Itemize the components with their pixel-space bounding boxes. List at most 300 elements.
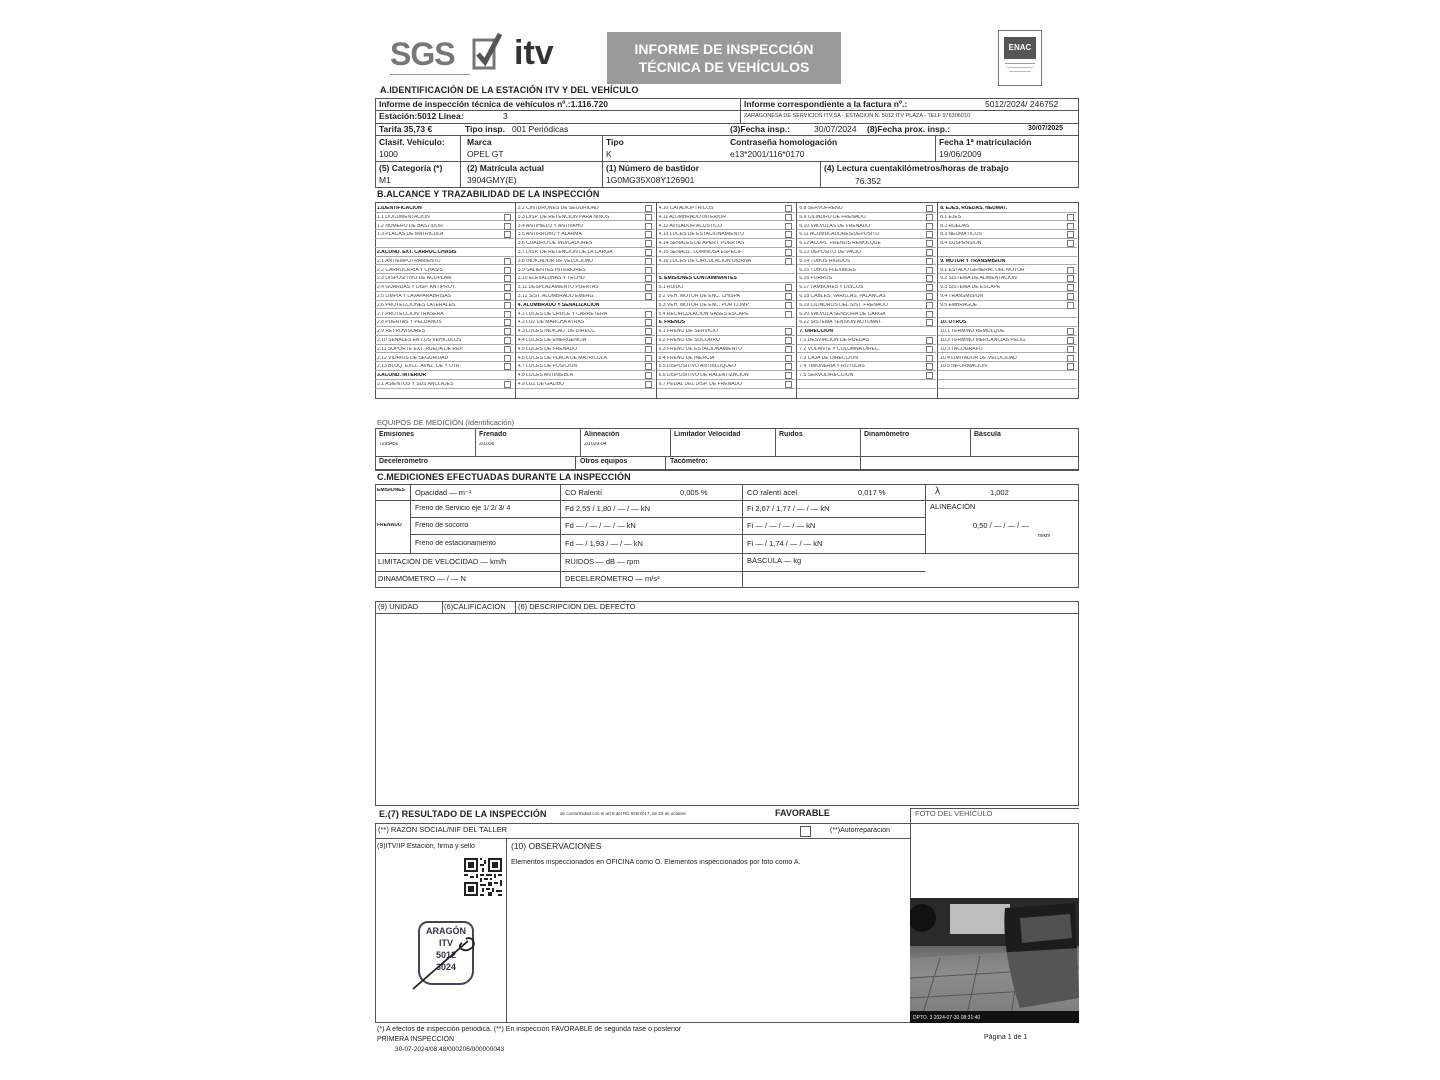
scope-item xyxy=(375,292,514,301)
scope-item-checkbox xyxy=(1067,355,1074,362)
scope-item xyxy=(797,310,936,319)
fd-parking-value: Fd — / 1,93 / — / — kN xyxy=(565,540,643,548)
title-line-2: TÉCNICA DE VEHÍCULOS xyxy=(638,59,810,75)
equipment-header: Limitador Velocidad xyxy=(674,431,741,438)
scope-column-divider xyxy=(937,202,938,398)
workshop-label: (**) RAZÓN SOCIAL/NIF DEL TALLER xyxy=(378,826,508,834)
stamp-text-itv: ITV xyxy=(438,938,453,948)
scope-item-checkbox xyxy=(504,319,511,326)
scope-item-checkbox xyxy=(1067,214,1074,221)
scope-item-label: 6.4 FRENO DE INERCIA xyxy=(658,355,715,361)
scope-item-checkbox xyxy=(926,355,933,362)
equipment-header: Emisiones xyxy=(379,431,415,438)
scope-item-label: 6.11 ACUMULADORES/DEPÓSITO xyxy=(799,232,880,238)
scope-item-label: 3.ACOND. INTERIOR xyxy=(377,373,427,379)
scope-item xyxy=(375,301,514,310)
scope-item-label: 6.2 FRENO DE SOCORRO xyxy=(658,338,720,343)
equipment-divider xyxy=(860,428,861,456)
report-title-banner xyxy=(607,32,841,84)
scope-item-checkbox xyxy=(1067,275,1074,282)
equipment-divider xyxy=(775,428,776,456)
scope-item-label: 6.14 TUBOS RÍGIDOS xyxy=(799,258,851,264)
scope-item-label: 6.10 VÁLVULAS DE FRENADO xyxy=(799,223,871,229)
scope-item-label: 4.13 LUCES DE ESTACIONAMIENTO xyxy=(658,232,744,238)
scope-item xyxy=(938,310,1077,319)
scope-item-label: 6.15 TUBOS FLEXIBLES xyxy=(799,267,856,273)
footer-first-inspection: PRIMERA INSPECCIÓN xyxy=(377,1036,455,1043)
scope-item-label: 7.5 SERVODIRECCIÓN xyxy=(799,373,854,379)
scope-item xyxy=(375,257,514,266)
scope-item-label: 6.19 CILINDROS DEL SIST. FRENADO xyxy=(799,302,888,308)
scope-item-checkbox xyxy=(926,249,933,256)
scope-item-checkbox xyxy=(785,355,792,362)
scope-item xyxy=(657,274,796,283)
equipment-header: Ruidos xyxy=(779,431,803,438)
scope-item xyxy=(797,222,936,231)
scope-item xyxy=(516,266,655,275)
scope-item-checkbox xyxy=(1067,267,1074,274)
sgs-logo xyxy=(390,32,460,76)
scope-item-label: 5.4 RECIRCULACIÓN GASES ESCAPE xyxy=(658,311,749,317)
stamp-text-station: 5012 xyxy=(435,950,457,960)
scope-item-checkbox xyxy=(926,231,933,238)
scope-item-label: 5.1 RUIDO xyxy=(658,285,684,291)
scope-item xyxy=(516,239,655,248)
autorepair-label: (**)Autorreparación xyxy=(830,827,890,834)
scope-item xyxy=(938,327,1077,336)
scope-item-label: 4. ALUMBRADO Y SEÑALIZACIÓN xyxy=(517,302,600,308)
alignment-unit: m/km xyxy=(1038,534,1051,539)
scope-item xyxy=(375,248,514,257)
scope-item-label: 9.1 ESTADO GENERAL DEL MOTOR xyxy=(940,267,1025,273)
scope-item-label: 6.20 VÁLVULA SENSORA DE CARGA xyxy=(799,311,886,317)
line-value: 3 xyxy=(503,112,508,121)
scope-item-checkbox xyxy=(504,337,511,344)
insp-date-value: 30/07/2024 xyxy=(814,125,857,134)
scope-item-checkbox xyxy=(645,249,652,256)
scope-item-checkbox xyxy=(1067,346,1074,353)
scope-item-checkbox xyxy=(645,240,652,247)
itv-check-icon xyxy=(468,32,504,72)
tachometer-label: Tacómetro: xyxy=(670,458,708,465)
scope-item-label: 9.4 TRANSMISIÓN xyxy=(940,294,984,299)
scope-item-label: 2.3 DISPOSITIVO DE ACOPLAM. xyxy=(377,276,453,282)
scope-item-checkbox xyxy=(785,302,792,309)
scope-item xyxy=(938,283,1077,292)
scope-item xyxy=(657,213,796,222)
scope-item xyxy=(938,248,1077,257)
fd-emergency-value: Fd — / — / — / — kN xyxy=(565,522,636,530)
scope-item-label: 3.12 SIST. ALUMBRADO EMERG. xyxy=(517,294,595,299)
scope-item xyxy=(657,239,796,248)
scope-item xyxy=(797,345,936,354)
scope-item-label: 8.4 SUSPENSIÓN xyxy=(940,241,982,247)
co-accel-value: 0,017 % xyxy=(858,489,886,497)
scope-item-label: 3.8 INDICADOR DE VELOCIDAD xyxy=(517,258,593,264)
scope-item xyxy=(657,257,796,266)
fi-parking-value: Fi — / 1,74 / — / — kN xyxy=(747,540,823,548)
dynamometer-value: DINAMÓMETRO — / — N xyxy=(378,575,466,583)
scope-item xyxy=(938,274,1077,283)
scope-item xyxy=(516,274,655,283)
scope-item-label: 10. OTROS xyxy=(940,320,967,326)
scope-item-checkbox xyxy=(504,311,511,318)
scope-item xyxy=(657,345,796,354)
scope-item xyxy=(516,213,655,222)
equipment-divider xyxy=(475,428,476,456)
scope-item-checkbox xyxy=(645,355,652,362)
scope-item-checkbox xyxy=(785,311,792,318)
scope-item xyxy=(657,248,796,257)
alignment-value: 0,50 / — / — / — xyxy=(973,522,1029,530)
scope-item-label: 6.18 CABLES, VARILLAS, PALANCAS xyxy=(799,294,886,299)
stamp-text-region: ARAGÓN xyxy=(426,926,466,936)
scope-item-checkbox xyxy=(785,381,792,388)
scope-item-label: 2.10 SEÑALES EN LOS VEHÍCULOS xyxy=(377,338,462,343)
scope-item xyxy=(375,204,514,213)
section-e-heading: E.(7) RESULTADO DE LA INSPECCIÓN xyxy=(379,809,547,819)
scope-item-label: 4.16 LUCES DE CIRCULACIÓN DIURNA xyxy=(658,258,752,264)
scope-item xyxy=(657,362,796,371)
scope-item xyxy=(657,354,796,363)
scope-item-label: 10.2 TÉRMINO MERCANCÍAS PELIG. xyxy=(940,338,1027,343)
scope-item xyxy=(938,371,1077,380)
lambda-label: λ xyxy=(935,486,940,497)
scope-item-label: 7.1 DESVIACIÓN DE RUEDAS xyxy=(799,338,870,343)
scope-item-checkbox xyxy=(926,205,933,212)
inspection-result: FAVORABLE xyxy=(775,809,830,818)
scope-item-checkbox xyxy=(645,381,652,388)
inspection-report-page xyxy=(370,28,1082,1058)
scope-item-checkbox xyxy=(645,337,652,344)
scope-item-checkbox xyxy=(504,231,511,238)
scope-item-checkbox xyxy=(504,284,511,291)
scope-item-label: 4.12 AVISADOR ACÚSTICO xyxy=(658,223,722,229)
scope-item-checkbox xyxy=(504,363,511,370)
braking-label: FRENADO xyxy=(377,523,402,528)
scope-item-checkbox xyxy=(504,223,511,230)
scope-item xyxy=(375,239,514,248)
emissions-label: EMISIONES xyxy=(377,488,405,493)
scope-item-label: 4.15 SEÑALIZ. LUMINOSA ESPECÍF. xyxy=(658,250,743,255)
scope-item-label: 9.5 EMBRAGUE xyxy=(940,302,978,308)
scope-item-checkbox xyxy=(1067,302,1074,309)
scope-item-label: 2.7 PROTECCIÓN TRASERA xyxy=(377,311,444,317)
scope-item xyxy=(938,230,1077,239)
scope-item xyxy=(797,266,936,275)
scope-item-label: 8. EJES, RUEDAS, NEUMAT. xyxy=(940,206,1008,211)
homologation-label: Contraseña homologación xyxy=(730,138,838,147)
scope-item xyxy=(938,292,1077,301)
scope-item-checkbox xyxy=(645,328,652,335)
scope-item xyxy=(657,318,796,327)
vin-label: (1) Número de bastidor xyxy=(606,164,700,173)
scope-item-checkbox xyxy=(785,249,792,256)
page-number: Página 1 de 1 xyxy=(984,1034,1028,1041)
noise-value: RUIDOS — dB — rpm xyxy=(565,558,640,566)
defects-description-header: (6) DESCRIPCIÓN DEL DEFECTO xyxy=(518,603,636,611)
scope-item-checkbox xyxy=(926,293,933,300)
first-registration-label: Fecha 1ª matriculación xyxy=(939,138,1032,147)
scope-item-label: 2.11 SOPORTE EXT. RUEDA DE REP. xyxy=(377,346,464,352)
scope-item-label: 6.8 SERVOFRENO xyxy=(799,206,843,211)
scope-item xyxy=(375,230,514,239)
invoice-value: 5012/2024/ 246752 xyxy=(985,100,1059,109)
category-value: M1 xyxy=(379,176,391,185)
scope-item-checkbox xyxy=(785,223,792,230)
plate-value: 3904GMY(E) xyxy=(467,176,517,185)
scope-item-checkbox xyxy=(785,205,792,212)
section-c-heading: C.MEDICIONES EFECTUADAS DURANTE LA INSPECCIÓN xyxy=(377,472,631,482)
scope-item-checkbox xyxy=(645,363,652,370)
scope-item xyxy=(657,283,796,292)
scope-item xyxy=(797,327,936,336)
scope-item-label: 6.9 CILINDRO DE FRENADO xyxy=(799,214,866,220)
scope-item-checkbox xyxy=(645,293,652,300)
scope-item-checkbox xyxy=(785,293,792,300)
legal-note: de conformidad con el art.6 del RD 920/2017, de 23 de octubre xyxy=(560,812,686,816)
scope-item xyxy=(516,292,655,301)
scope-item xyxy=(516,230,655,239)
defects-rating-header: (6)CALIFICACIÓN xyxy=(444,603,506,611)
scope-item xyxy=(797,336,936,345)
station-label: Estación:5012 Línea: xyxy=(379,112,464,121)
scope-item-checkbox xyxy=(645,284,652,291)
scope-item-label: 9.3 SISTEMA DE ESCAPE xyxy=(940,285,1001,291)
fi-emergency-value: Fi — / — / — / — kN xyxy=(747,522,816,530)
scope-item-checkbox xyxy=(645,319,652,326)
scope-column-divider xyxy=(796,202,797,398)
scope-item-label: 10.5 INFORMACIÓN xyxy=(940,364,987,370)
scope-item-label: 6. FRENOS xyxy=(658,320,685,326)
scope-item-label: 6.5 DISPOSITIVO ANTIBLOQUEO xyxy=(658,364,737,370)
scope-item-label: 5.2 VEH. MOTOR DE ENC. CHISPA xyxy=(658,294,740,299)
scope-item-label: 5.3 VEH. MOTOR DE ENC. POR COMP. xyxy=(658,302,750,308)
scope-item-checkbox xyxy=(926,258,933,265)
scope-item-label: 4.1 LUCES DE CRUCE Y CARRETERA xyxy=(517,311,608,317)
equipment-value: 7295450 xyxy=(379,442,399,447)
vin-value: 1G0MG35X08Y126901 xyxy=(606,176,695,185)
type-label: Tipo xyxy=(606,138,624,147)
emergency-brake-label: Freno de socorro xyxy=(415,522,469,529)
scope-item xyxy=(516,222,655,231)
scope-item-label: 3.7 DISP. DE RETENCIÓN DE LA CARGA xyxy=(517,250,613,255)
alignment-label: ALINEACIÓN xyxy=(930,503,976,511)
scope-item-checkbox xyxy=(926,275,933,282)
scope-item-checkbox xyxy=(926,302,933,309)
scope-item xyxy=(516,336,655,345)
vehicle-class-label: Clasif. Vehículo: xyxy=(379,138,445,147)
scope-item-label: 6.16 FORROS xyxy=(799,276,832,282)
scope-item-label: 4.5 LUCES DE FRENADO xyxy=(517,346,577,352)
scope-item xyxy=(938,380,1077,389)
scope-item-checkbox xyxy=(504,293,511,300)
equipment-header: Alineación xyxy=(584,431,620,438)
scope-item-checkbox xyxy=(926,284,933,291)
odometer-value: 76.352 xyxy=(855,177,881,186)
scope-item xyxy=(797,380,936,389)
scope-item xyxy=(516,204,655,213)
scope-item-checkbox xyxy=(645,205,652,212)
scope-item xyxy=(657,380,796,389)
footer-code: 30-07-2024/08:48/000206/000000043 xyxy=(395,1046,505,1053)
scope-item-label: 7.4 TIMONERÍA Y RÓTULAS xyxy=(799,364,865,370)
scope-item xyxy=(516,257,655,266)
scope-item xyxy=(516,345,655,354)
scope-column-divider xyxy=(515,202,516,398)
insp-date-label: (3)Fecha insp.: xyxy=(730,125,790,134)
scope-item-checkbox xyxy=(645,223,652,230)
scope-item xyxy=(797,371,936,380)
plate-label: (2) Matrícula actual xyxy=(467,164,544,173)
scope-item-label: 7.2 VOLANTE Y COLUMNA DIREC. xyxy=(799,346,881,352)
scope-item-checkbox xyxy=(926,337,933,344)
scope-item-checkbox xyxy=(1067,328,1074,335)
vehicle-photo-label: FOTO DEL VEHÍCULO xyxy=(915,810,993,818)
scope-item xyxy=(375,380,514,389)
scope-item-label: 2.4 GUARDAS Y DISP. ANTIPROY. xyxy=(377,285,456,291)
scope-item xyxy=(375,274,514,283)
scope-item xyxy=(797,292,936,301)
scope-item xyxy=(375,336,514,345)
stamp-text-year: 3024 xyxy=(435,962,457,972)
scope-item-checkbox xyxy=(645,267,652,274)
lambda-value: 1,002 xyxy=(990,489,1009,497)
next-insp-value: 30/07/2025 xyxy=(1028,125,1064,132)
scope-item xyxy=(938,222,1077,231)
equipment-header: Frenado xyxy=(479,431,507,438)
scope-item xyxy=(797,301,936,310)
invoice-label: Informe correspondiente a la factura nº.: xyxy=(744,100,908,109)
scope-item xyxy=(657,310,796,319)
scope-item xyxy=(657,222,796,231)
scope-item xyxy=(516,327,655,336)
equipment-heading: EQUIPOS DE MEDICIÓN (Identificación) xyxy=(377,418,515,427)
scope-item xyxy=(938,318,1077,327)
scope-item-label: 8.1 EJES xyxy=(940,214,962,220)
scope-item-checkbox xyxy=(504,381,511,388)
scope-item xyxy=(797,204,936,213)
scope-item xyxy=(375,345,514,354)
scope-item-checkbox xyxy=(785,372,792,379)
type-value: K xyxy=(606,150,612,159)
scope-item-checkbox xyxy=(785,258,792,265)
scope-item-label: 3.11 DESPLAZAMIENTO PUERTAS xyxy=(517,285,599,291)
scope-item-checkbox xyxy=(1067,223,1074,230)
scope-item-label: 3.6 CUADRO DE INDICADORES xyxy=(517,241,593,247)
scope-item-checkbox xyxy=(504,355,511,362)
speed-limiter-value: LIMITACIÓN DE VELOCIDAD — km/h xyxy=(378,558,507,566)
stamp-signature xyxy=(408,933,488,993)
scope-item xyxy=(375,310,514,319)
vehicle-photo xyxy=(910,898,1079,1023)
scope-item-label: 4.2 LUZ DE MARCHA ATRÁS xyxy=(517,320,585,326)
scope-item xyxy=(516,301,655,310)
scope-item-label: 3.1 ASIENTOS Y SUS ANCLAJES xyxy=(377,382,454,387)
scope-item xyxy=(516,371,655,380)
scope-item xyxy=(938,345,1077,354)
scope-item-checkbox xyxy=(1067,293,1074,300)
scope-item-label: 2.1 ANTIEMPOTRAMIENTO xyxy=(377,258,441,264)
fee-label: Tarifa 35,73 € xyxy=(379,125,433,134)
scope-item-label: 8.2 RUEDAS xyxy=(940,223,970,229)
scope-item-label: 6.1 FRENO DE SERVICIO xyxy=(658,329,718,335)
scope-item-label: 6.17 TAMBORES Y DISCOS xyxy=(799,285,864,291)
scope-item-label: 6.22 SISTEMA TENSIÓN AUTOMÁT. xyxy=(799,320,883,326)
scope-item-label: 1.IDENTIFICACIÓN xyxy=(377,206,422,211)
scope-item-checkbox xyxy=(1067,337,1074,344)
scope-item-label: 4.7 LUCES DE POSICIÓN xyxy=(517,364,577,370)
equipment-divider xyxy=(580,428,581,456)
scope-column-divider xyxy=(656,202,657,398)
scope-item-label: 4.9 LUZ DE GÁLIBO xyxy=(517,382,564,387)
scope-item-checkbox xyxy=(1067,363,1074,370)
decelerometer-value: DECELERÓMETRO — m/s² xyxy=(565,575,660,583)
odometer-label: (4) Lectura cuentakilómetros/horas de trabajo xyxy=(824,164,1009,173)
scope-item xyxy=(657,266,796,275)
co-accel-label: CO ralentí acel xyxy=(747,489,798,497)
equipment-header: Báscula xyxy=(974,431,1001,438)
scope-item xyxy=(938,362,1077,371)
autorepair-checkbox[interactable] xyxy=(800,826,811,837)
sgs-logo-text: SGS xyxy=(390,36,455,72)
scope-item xyxy=(938,204,1077,213)
scope-item-label: 3.10 ELEVALUNAS Y TECHO xyxy=(517,276,585,282)
scope-item-checkbox xyxy=(504,258,511,265)
scope-item xyxy=(657,230,796,239)
scope-item-checkbox xyxy=(1067,231,1074,238)
scope-item xyxy=(516,354,655,363)
scope-item xyxy=(797,257,936,266)
section-b-heading: B.ALCANCE Y TRAZABILIDAD DE LA INSPECCIÓN xyxy=(377,189,600,199)
scope-item-label: 4.11 ALUMBRADO INTERIOR xyxy=(658,214,727,220)
scope-item-checkbox xyxy=(926,363,933,370)
scope-item-checkbox xyxy=(785,214,792,221)
scope-item-label: 10.1 TÉRMINO REMOLQUE xyxy=(940,329,1005,335)
station-signature-label: (9)ITV/IP Estación, firma y sello xyxy=(377,843,475,850)
scope-item-checkbox xyxy=(645,346,652,353)
vehicle-class-value: 1000 xyxy=(379,150,398,159)
parking-brake-label: Freno de estacionamiento xyxy=(415,540,496,547)
fi-service-value: Fi 2,67 / 1,77 / — / — kN xyxy=(747,505,830,513)
scope-item-label: 10.4 LIMITADOR DE VELOCIDAD xyxy=(940,355,1017,361)
scope-item-checkbox xyxy=(645,275,652,282)
next-insp-label: (8)Fecha prox. insp.: xyxy=(867,125,951,134)
scope-item xyxy=(375,318,514,327)
scope-items-grid xyxy=(375,204,1079,398)
scope-item-label: 4.4 LUCES DE EMERGENCIA xyxy=(517,338,587,343)
scope-item-checkbox xyxy=(645,231,652,238)
scope-item-label: 9. MOTOR Y TRANSMISIÓN xyxy=(940,258,1006,264)
scope-item-label: 10.3 TACÓGRAFO xyxy=(940,346,983,352)
scope-item xyxy=(375,354,514,363)
scope-item-checkbox xyxy=(1067,284,1074,291)
scope-item xyxy=(657,336,796,345)
scope-item-label: 1.2 NÚMERO DE BASTIDOR xyxy=(377,223,443,229)
scope-item-label: 4.10 CATADIÓPTRICOS xyxy=(658,206,714,211)
scope-item xyxy=(797,318,936,327)
scope-item xyxy=(375,222,514,231)
scope-item xyxy=(657,292,796,301)
first-registration-value: 19/06/2009 xyxy=(939,150,982,159)
scope-item-checkbox xyxy=(785,346,792,353)
insp-type-label: Tipo insp. xyxy=(465,125,505,134)
company-name: ZARAGONESA DE SERVICIOS ITV,SA - ESTACIÓN N. 5012 ITV PLAZA - TELF 976306010 xyxy=(744,113,970,119)
scope-item-checkbox xyxy=(504,346,511,353)
co-idle-label: CO Ralentí xyxy=(565,489,603,497)
scope-item xyxy=(797,213,936,222)
observations-text: Elementos inspeccionados en OFICINA como O. Elementos inspeccionados por foto como A. xyxy=(511,859,801,866)
